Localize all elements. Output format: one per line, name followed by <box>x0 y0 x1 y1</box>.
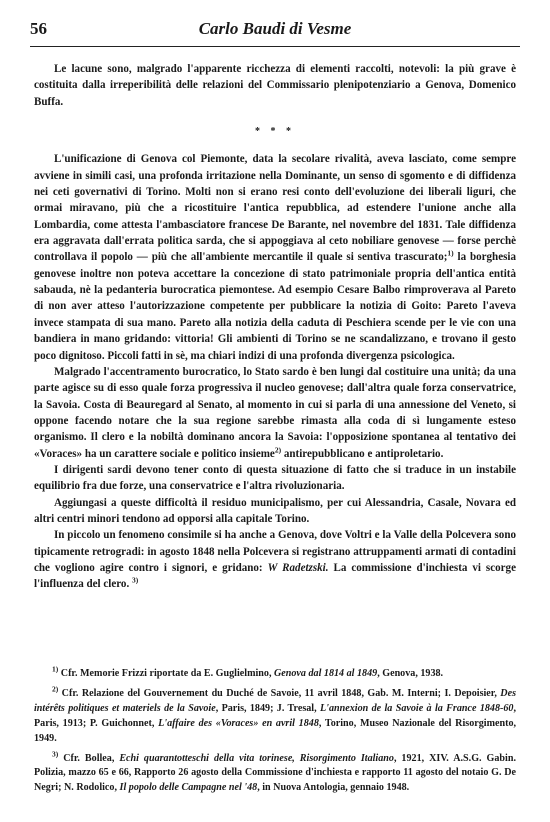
page-number: 56 <box>30 19 47 38</box>
footnote-text: , Paris, 1849; J. Tresal, <box>215 702 320 714</box>
footnote-number: 1) <box>52 664 59 674</box>
paragraph <box>34 527 516 592</box>
italic-text: W Radetzski. <box>267 561 329 574</box>
paragraph-text: antirepubblicano e antiproletario. <box>281 447 444 460</box>
footnote-text: Cfr. Relazione del Gouvernement du Duché de Savoie, 11 avril 1848, Gab. M. Interni; I. Depoisier, <box>58 687 501 699</box>
section-separator: * * * <box>255 126 295 138</box>
footnote <box>34 749 516 797</box>
paragraph <box>34 495 516 528</box>
footnote-mark: 2) <box>274 444 282 454</box>
paragraph <box>34 364 516 462</box>
footnote-mark: 1) <box>447 248 454 258</box>
footnotes <box>34 664 517 801</box>
footnote-text: , Paris, 1913; P. Guichonnet, <box>34 702 516 729</box>
paragraph-text: la borghesia genovese inoltre non poteva accettare la concezione di stato patrimoniale propria dell'antica entità sabauda, nè la pedanteria burocratica piemontese. Ad esempio Cesare Balbo rimproverava al Pareto di non aver atteso l'autorizzazione competente per pubblicare la notizia di Goito: Pareto l'aveva invece stampata di sua mano. Pareto alla notizia della caduta di Peschiera scende per le vie con una bandiera in mano gridando: vittoria! Gli ambienti di Torino se ne scandalizzano, e trovano il gesto poco dignitoso. Piccoli fatti in sè, ma chiari indizi di una profonda divergenza psicologica. <box>34 251 516 362</box>
footnote-text: Cfr. Memorie Frizzi riportate da E. Guglielmino, <box>58 668 274 679</box>
footnote <box>34 664 516 682</box>
footnote-title: Genova dal 1814 al 1849 <box>274 668 378 679</box>
header-rule <box>30 46 520 47</box>
footnote-text: , Genova, 1938. <box>377 668 444 679</box>
footnote-number: 3) <box>52 749 59 759</box>
paragraph <box>34 462 516 495</box>
footnote-title: Il popolo delle Campagne nel '48 <box>119 782 258 794</box>
page-header <box>30 19 520 43</box>
paragraph-text: I dirigenti sardi devono tener conto di questa situazione di fatto che si traduce in un instabile equilibrio fra due forze, una conservatrice e l'altra rivoluzionaria. <box>34 463 516 493</box>
footnote-text: Cfr. Bollea, <box>58 752 120 764</box>
paragraph-text: In piccolo un fenomeno consimile si ha anche a Genova, dove Voltri e la Valle della Polcevera sono tipicamente retrogradi: in agosto 1848 nella Polcevera si registrano attruppamenti armati di contadini che vogliono agire contro i signori, e gridano: <box>34 529 516 574</box>
footnote-text: , in Nuova Antologia, gennaio 1948. <box>257 782 410 794</box>
footnote-number: 2) <box>52 684 59 694</box>
paragraph <box>34 151 516 363</box>
footnote-mark: 3) <box>132 575 139 585</box>
footnote-title: Echi quarantotteschi della vita torinese, Risorgimento Italiano <box>119 752 394 764</box>
paragraph-text: Le lacune sono, malgrado l'apparente ricchezza di elementi raccolti, notevoli: la più grave è costituita dalla irreperibilità delle relazioni del Commissario plenipotenziario a Genova, Domenico Buffa. <box>34 63 516 108</box>
footnote-text: , 1921, XIV. A.S.G. Gabin. Polizia, mazzo 65 e 66, Rapporto 26 agosto della Commissione d'inchiesta e rapporto 11 agosto del notaio G. De Negri; N. Rodolico, <box>34 752 516 794</box>
footnote <box>34 684 517 747</box>
paragraph-text: L'unificazione di Genova col Piemonte, data la secolare rivalità, aveva lasciato, come sempre avviene in simili casi, una profonda irritazione nella Dominante, un senso di sgomento e di diffidenza nei ceti governativi di Torino. Molti non si erano resi conto dell'evoluzione dei liberali liguri, che ormai miravano, più che a ricostituire l'antica repubblica, ad estendere l'unione anche alla Lombardia, come attesta l'ambasciatore francese De Barante, nel novembre del 1831. Tale diffidenza era aggravata dall'errata politica sarda, che si appoggiava al ceto nobiliare genovese — forse perchè controllava il popolo — più che all'ambiente mercantile il quale si sentiva trascurato; <box>34 153 516 264</box>
footnote-title: L'annexion de la Savoie à la France 1848-60 <box>320 702 514 714</box>
paragraph-text: La commissione d'inchiesta vi scorge l'influenza del clero. <box>34 561 516 591</box>
body-text <box>34 61 516 593</box>
footnote-title: Des intérêts politiques et materiels de la Savoie <box>34 687 516 714</box>
paragraph-text: Aggiungasi a queste difficoltà il residuo municipalismo, per cui Alessandria, Casale, Novara ed altri centri minori tendono ad opporsi alla capitale Torino. <box>34 496 516 525</box>
running-title: Carlo Baudi di Vesme <box>198 19 352 38</box>
footnote-title: L'affaire des «Voraces» en avril 1848 <box>158 717 319 729</box>
paragraph <box>34 61 516 110</box>
paragraph-text: Malgrado l'accentramento burocratico, lo Stato sardo è ben lungi dal costituire una unità; da una parte agisce su di esso quale forza progressiva il nucleo genovese; dall'altra quale forza conservatrice, la Savoia. Costa di Beauregard al Senato, al momento in cui si parla di una annessione del Veneto, si oppone facendo notare che la sua regione sarebbe rimasta alla coda di sì lungamente esteso organismo. Il clero e la nobiltà dominano ancora la Savoia: l'opposizione spontanea al tentativo dei «Voraces» ha un carattere sociale e politico insieme <box>34 365 516 460</box>
footnote-text: , Torino, Museo Nazionale del Risorgimento, 1949. <box>34 717 517 744</box>
